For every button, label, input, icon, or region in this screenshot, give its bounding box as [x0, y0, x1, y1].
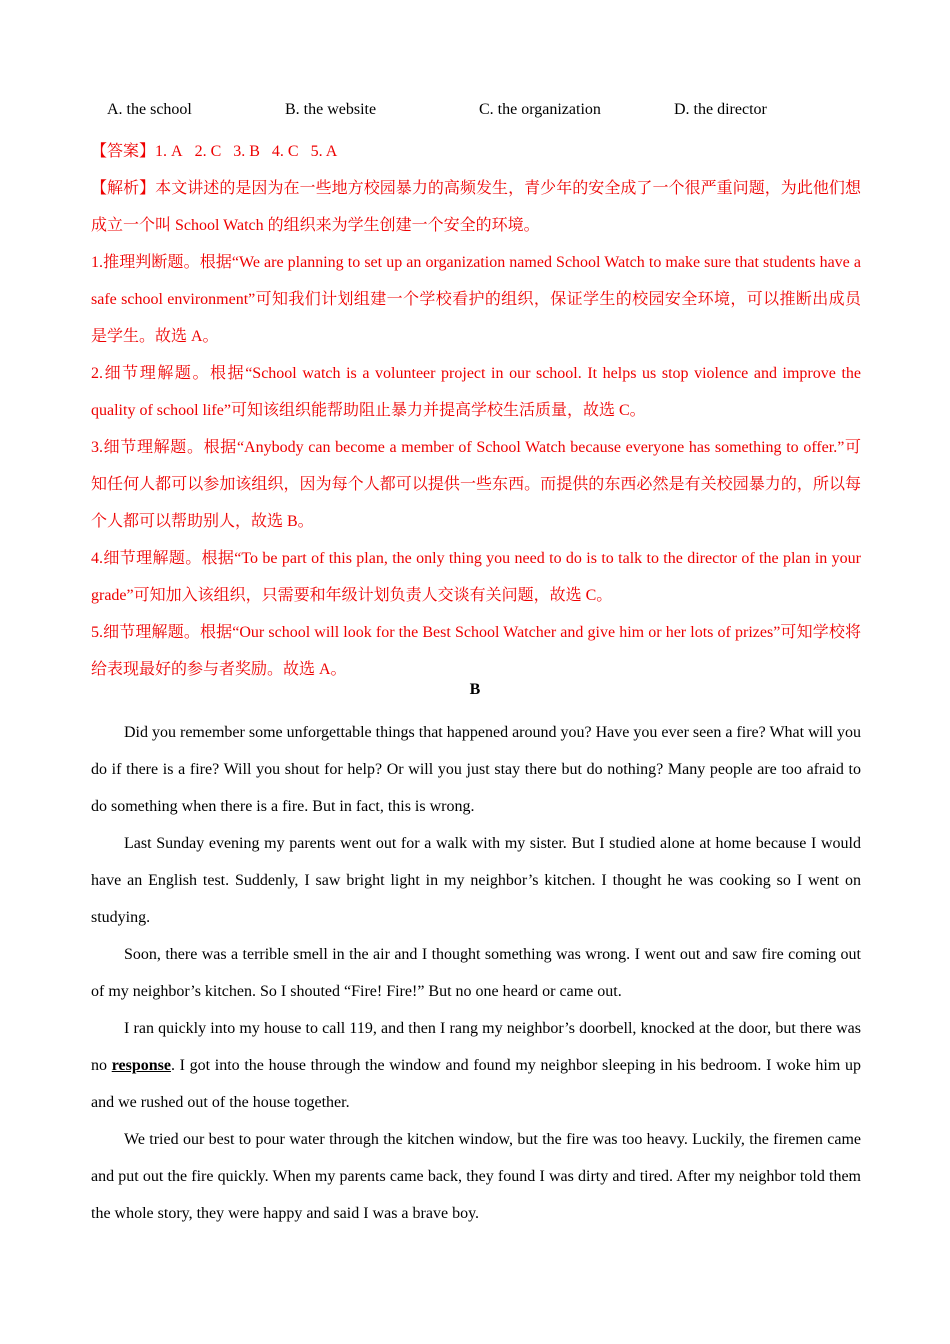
option-c: C. the organization: [479, 101, 601, 118]
passage-paragraph-4: [91, 1010, 861, 1121]
passage-paragraph-1: Did you remember some unforgettable things that happened around you? Have you ever seen a fire? What will you do if there is a fire? Will you shout for help? Or will you just stay there but do nothing? Many people are too afraid to do something when there is a fire. But in fact, this is wrong.: [91, 724, 861, 815]
passage-paragraph-5: We tried our best to pour water through the kitchen window, but the fire was too heavy. Luckily, the firemen came and put out the fire quickly. When my parents came back, they found I was dirty and tired. After my neighbor told them the whole story, they were happy and said I was a brave boy.: [91, 1131, 861, 1222]
answer-label: 【答案】: [91, 143, 156, 160]
answer-item: 2. C: [194, 143, 222, 160]
passage-paragraph-3: Soon, there was a terrible smell in the air and I thought something was wrong. I went out and saw fire coming out of my neighbor’s kitchen. So I shouted “Fire! Fire!” But no one heard or came out.: [91, 946, 861, 1000]
explanation-1: 1.推理判断题。根据“We are planning to set up an organization named School Watch to make sure that students have a safe school environment”可知我们计划组建一个学校看护的组织，保证学生的校园安全环境，可以推断出成员是学生。故选 A。: [91, 254, 861, 345]
analysis-text: 本文讲述的是因为在一些地方校园暴力的高频发生，青少年的安全成了一个很严重问题，为此他们想成立一个叫 School Watch 的组织来为学生创建一个安全的环境。: [91, 180, 861, 234]
paragraph-4-start: I ran quickly into my house to call 119, and then I rang my neighbor’s doorbell, knocked at the door, but there was no: [91, 1020, 861, 1074]
paragraph-4-end: . I got into the house through the window and found my neighbor sleeping in his bedroom. I woke him up and we rushed out of the house together.: [91, 1057, 861, 1111]
explanation-5: 5.细节理解题。根据“Our school will look for the Best School Watcher and give him or her lots of prizes”可知学校将给表现最好的参与者奖励。故选 A。: [91, 624, 861, 678]
answer-line: [91, 133, 861, 170]
answer-item: 5. A: [310, 143, 338, 160]
vocab-keyword: response: [111, 1057, 171, 1074]
analysis-paragraph: [91, 170, 861, 244]
reading-passage: [91, 714, 861, 1232]
option-b: B. the website: [285, 101, 377, 118]
explanation-4: 4.细节理解题。根据“To be part of this plan, the only thing you need to do is to talk to the director of the plan in your grade”可知加入该组织，只需要和年级计划负责人交谈有关问题，故选 C。: [91, 550, 861, 604]
option-a: A. the school: [107, 101, 192, 118]
answer-item: 3. B: [233, 143, 260, 160]
section-title: B: [469, 681, 481, 698]
answer-options: [107, 101, 867, 125]
analysis-label: 【解析】: [91, 180, 156, 197]
explanation-3: 3.细节理解题。根据“Anybody can become a member of School Watch because everyone has something to offer.”可知任何人都可以参加该组织，因为每个人都可以提供一些东西。而提供的东西必然是有关校园暴力的，所以每个人都可以帮助别人，故选 B。: [91, 439, 861, 530]
passage-paragraph-2: Last Sunday evening my parents went out for a walk with my sister. But I studied alone at home because I would have an English test. Suddenly, I saw bright light in my neighbor’s kitchen. I thought he was cooking so I went on studying.: [91, 835, 861, 926]
answer-item: 1. A: [155, 143, 183, 160]
explanation-2: 2.细节理解题。根据“School watch is a volunteer project in our school. It helps us stop violence and improve the quality of school life”可知该组织能帮助阻止暴力并提高学校生活质量，故选 C。: [91, 365, 861, 419]
answer-key-section: [91, 133, 861, 688]
answer-item: 4. C: [271, 143, 299, 160]
option-d: D. the director: [674, 101, 767, 118]
